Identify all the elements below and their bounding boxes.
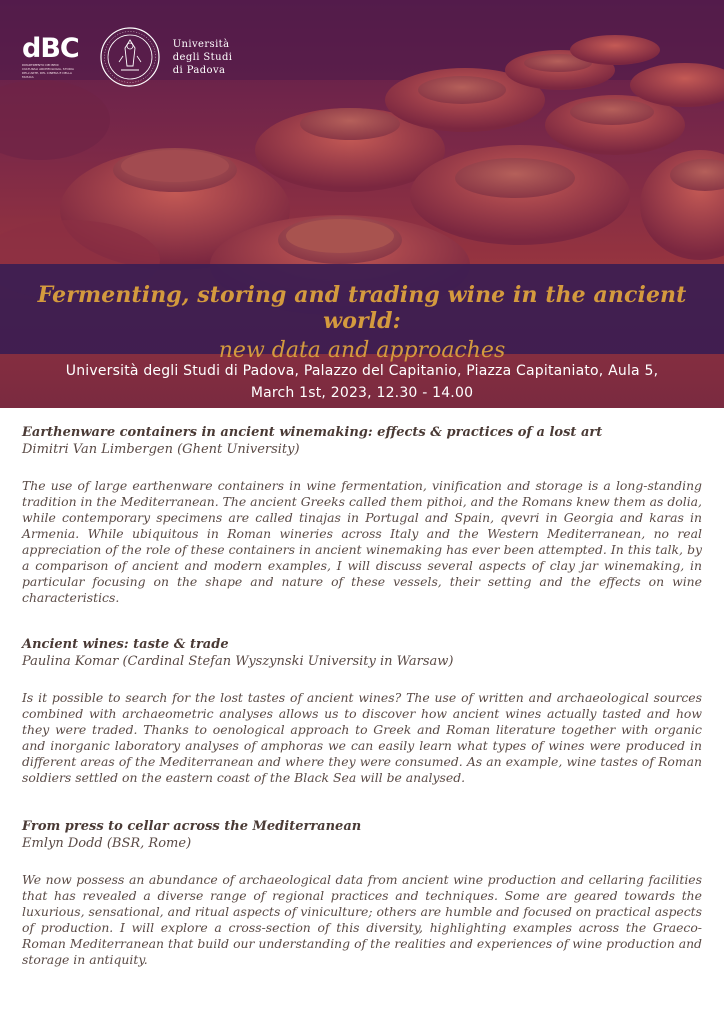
venue-info bbox=[0, 360, 724, 404]
hero-photo bbox=[0, 0, 724, 408]
title-band bbox=[0, 264, 724, 363]
university-wordmark bbox=[173, 38, 233, 77]
university-seal-icon bbox=[99, 26, 161, 88]
talk-item bbox=[22, 424, 702, 606]
event-title: Fermenting, storing and trading wine in the ancient world: bbox=[37, 282, 687, 334]
dbc-logo bbox=[22, 35, 79, 79]
dbc-mark: dBC bbox=[22, 33, 79, 64]
talk-speaker: Dimitri Van Limbergen (Ghent University) bbox=[22, 442, 300, 457]
talks-list bbox=[22, 424, 702, 998]
event-subtitle: new data and approaches bbox=[218, 338, 506, 363]
talk-abstract: We now possess an abundance of archaeological data from ancient wine production and cellaring facilities that has revealed a diverse range of regional practices and techniques. Some are geared towards the luxurious, sensational, and ritual aspects of viniculture; others are humble and focused on practical aspects of production. I will explore a cross-section of this diversity, highlighting examples across the Graeco-Roman Mediterranean that build our understanding of the realities and experiences of wine production and storage in antiquity. bbox=[22, 872, 702, 967]
talk-abstract: The use of large earthenware containers in wine fermentation, vinification and storage is a long-standing tradition in the Mediterranean. The ancient Greeks called them pithoi, and the Romans knew them as dolia, while contemporary specimens are called tinajas in Portugal and Spain, qvevri in Georgia and karas in Armenia. While ubiquitous in Roman wineries across Italy and the Western Mediterranean, no real appreciation of the role of these containers in ancient winemaking has ever been attempted. In this talk, by a comparison of ancient and modern examples, I will discuss several aspects of clay jar winemaking, in particular focusing on the shape and nature of these vessels, their setting and the effects on wine characteristics. bbox=[22, 478, 702, 605]
talk-title: From press to cellar across the Mediterranean bbox=[22, 819, 362, 834]
venue-datetime: March 1st, 2023, 12.30 - 14.00 bbox=[250, 385, 474, 401]
talk-speaker: Paulina Komar (Cardinal Stefan Wyszynski University in Warsaw) bbox=[22, 654, 454, 669]
venue-location: Università degli Studi di Padova, Palazzo del Capitanio, Piazza Capitaniato, Aula 5, bbox=[65, 363, 659, 379]
university-line-2: degli Studi bbox=[172, 51, 233, 63]
talk-title: Earthenware containers in ancient winemaking: effects & practices of a lost art bbox=[22, 425, 603, 440]
talk-abstract: Is it possible to search for the lost tastes of ancient wines? The use of written and archaeological sources combined with archaeometric analyses allows us to discover how ancient wines actually tasted and how they were traded. Thanks to oenological approach to Greek and Roman literature together with organic and inorganic laboratory analyses of amphoras we can easily learn what types of wines were produced in different areas of the Mediterranean and where they were consumed. As an example, wine tastes of Roman soldiers settled on the eastern coast of the Black Sea will be analysed. bbox=[22, 690, 702, 785]
university-line-3: di Padova bbox=[172, 64, 226, 76]
talk-speaker: Emlyn Dodd (BSR, Rome) bbox=[22, 836, 192, 851]
dbc-subtitle: DIPARTIMENTO DEI BENI CULTURALI ARCHEOLOGIA, STORIA DELL'ARTE, DEL CINEMA E DELLA MUSICA bbox=[22, 63, 74, 79]
logos-row bbox=[22, 26, 232, 88]
talk-title: Ancient wines: taste & trade bbox=[22, 637, 229, 652]
talk-item bbox=[22, 818, 702, 968]
talk-item bbox=[22, 636, 702, 786]
university-line-1: Università bbox=[172, 38, 230, 50]
